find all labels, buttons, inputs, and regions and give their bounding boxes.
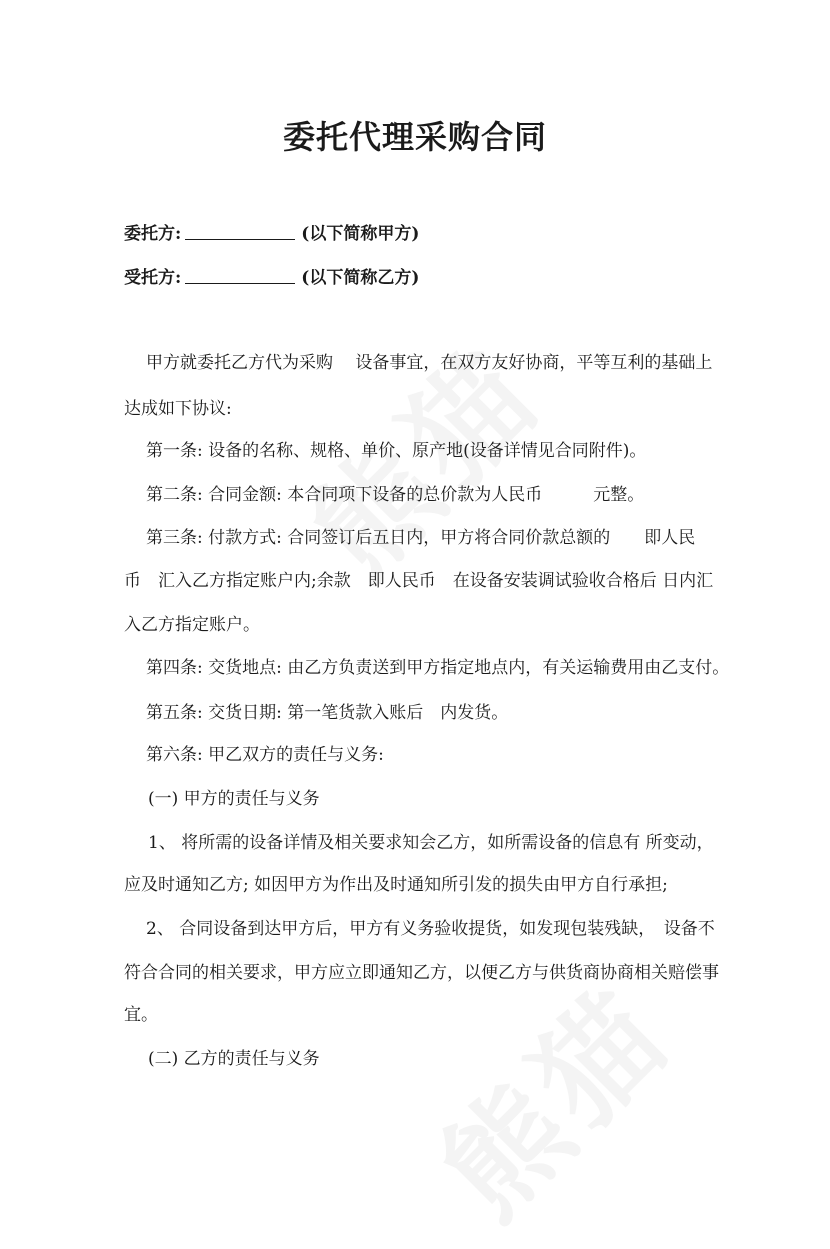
section-a-item-2-line-3: 宜。 xyxy=(124,1005,158,1025)
party-a-row xyxy=(124,218,419,244)
article-3-line-3: 入乙方指定账户。 xyxy=(124,615,260,635)
party-a-suffix: (以下简称甲方) xyxy=(301,224,420,244)
party-b-row xyxy=(124,262,419,288)
section-a-heading: (一) 甲方的责任与义务 xyxy=(148,789,320,809)
section-a-item-1-line-2: 应及时通知乙方; 如因甲方为作出及时通知所引发的损失由甲方自行承担; xyxy=(124,875,668,895)
party-a-label: 委托方: xyxy=(124,224,182,244)
article-5: 第五条: 交货日期: 第一笔货款入账后 内发货。 xyxy=(146,703,509,723)
party-b-label: 受托方: xyxy=(124,268,182,288)
section-a-item-2-line-1: 2、 合同设备到达甲方后，甲方有义务验收提货，如发现包装残缺， 设备不 xyxy=(146,919,715,939)
article-4: 第四条: 交货地点: 由乙方负责送到甲方指定地点内，有关运输费用由乙支付。 xyxy=(146,658,730,678)
intro-line-2: 达成如下协议: xyxy=(124,399,232,419)
section-a-item-1-line-1: 1、 将所需的设备详情及相关要求知会乙方，如所需设备的信息有 所变动， xyxy=(148,833,714,853)
article-3-line-2: 币 汇入乙方指定账户内;余款 即人民币 在设备安装调试验收合格后 日内汇 xyxy=(124,571,714,591)
section-a-item-2-line-2: 符合合同的相关要求，甲方应立即通知乙方，以便乙方与供货商协商相关赔偿事 xyxy=(124,963,719,983)
watermark xyxy=(397,943,702,1248)
party-a-blank[interactable] xyxy=(185,238,295,240)
party-b-blank[interactable] xyxy=(185,282,295,284)
article-1: 第一条: 设备的名称、规格、单价、原产地(设备详情见合同附件)。 xyxy=(146,441,647,461)
party-b-suffix: (以下简称乙方) xyxy=(301,268,420,288)
section-b-heading: (二) 乙方的责任与义务 xyxy=(148,1049,320,1069)
intro-line-1: 甲方就委托乙方代为采购 设备事宜，在双方友好协商，平等互利的基础上 xyxy=(146,353,713,373)
article-6: 第六条: 甲乙双方的责任与义务: xyxy=(146,745,384,765)
document-title: 委托代理采购合同 xyxy=(282,118,547,156)
article-3-line-1: 第三条: 付款方式: 合同签订后五日内，甲方将合同价款总额的 即人民 xyxy=(146,528,696,548)
article-2: 第二条: 合同金额: 本合同项下设备的总价款为人民币 元整。 xyxy=(146,485,645,505)
